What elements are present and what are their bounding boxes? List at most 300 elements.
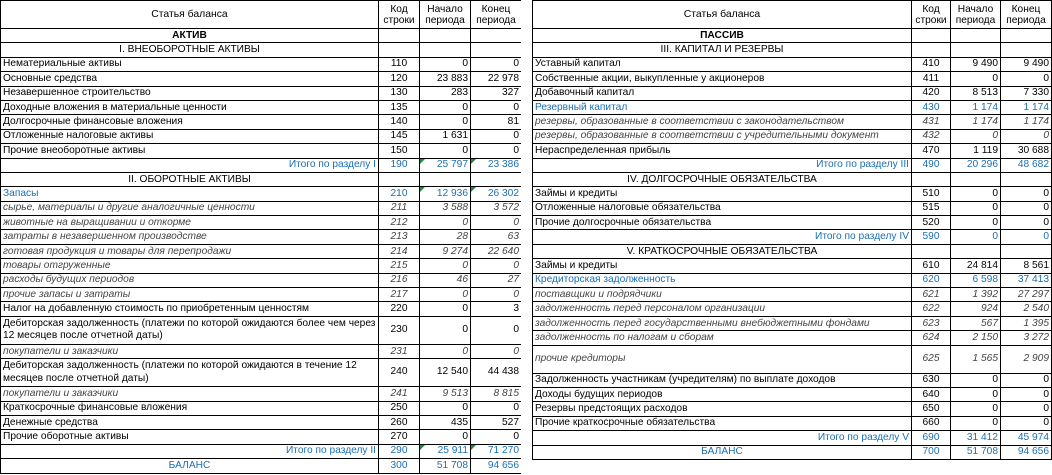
empty-cell bbox=[420, 29, 471, 43]
empty-cell bbox=[1001, 244, 1052, 258]
start-value: 12 540 bbox=[420, 359, 471, 387]
balance-row bbox=[1, 459, 522, 473]
row-label: БАЛАНС bbox=[1, 459, 379, 473]
table-row bbox=[1, 430, 522, 444]
section-title: ПАССИВ bbox=[533, 29, 912, 43]
table-row bbox=[1, 144, 522, 158]
empty-cell bbox=[951, 172, 1001, 186]
end-value: 1 174 bbox=[1001, 100, 1052, 114]
end-value: 0 bbox=[1001, 387, 1052, 401]
table-row bbox=[1, 288, 522, 302]
row-code: 420 bbox=[912, 86, 951, 100]
end-value: 0 bbox=[1001, 216, 1052, 230]
row-label: задолженность перед государственными внебюджетными фондами bbox=[533, 316, 912, 330]
table-row bbox=[1, 187, 522, 201]
row-code: 620 bbox=[912, 273, 951, 287]
section-header-row bbox=[533, 244, 1052, 258]
start-value: 8 513 bbox=[951, 86, 1001, 100]
end-value: 0 bbox=[471, 57, 522, 71]
row-label: Итого по разделу II bbox=[1, 444, 379, 458]
end-value: 0 bbox=[1001, 230, 1052, 244]
row-label: затраты в незавершенном производстве bbox=[1, 230, 379, 244]
table-row bbox=[533, 288, 1052, 302]
start-value: 0 bbox=[951, 201, 1001, 215]
end-value: 0 bbox=[471, 216, 522, 230]
table-row bbox=[533, 72, 1052, 86]
end-value: 0 bbox=[1001, 129, 1052, 143]
row-code: 230 bbox=[379, 316, 420, 344]
row-code: 470 bbox=[912, 144, 951, 158]
table-row bbox=[1, 100, 522, 114]
start-value: 0 bbox=[951, 187, 1001, 201]
row-label: покупатели и заказчики bbox=[1, 344, 379, 358]
row-label: Итого по разделу V bbox=[533, 431, 912, 445]
empty-cell bbox=[471, 43, 522, 57]
end-value: 1 174 bbox=[1001, 115, 1052, 129]
table-row bbox=[533, 86, 1052, 100]
empty-cell bbox=[420, 172, 471, 186]
row-label: Займы и кредиты bbox=[533, 187, 912, 201]
start-value: 51 708 bbox=[420, 459, 471, 473]
row-code: 690 bbox=[912, 431, 951, 445]
row-code: 610 bbox=[912, 259, 951, 273]
start-value: 283 bbox=[420, 86, 471, 100]
end-value: 45 974 bbox=[1001, 431, 1052, 445]
row-code: 270 bbox=[379, 430, 420, 444]
row-label: Налог на добавленную стоимость по приобретенным ценностям bbox=[1, 302, 379, 316]
section-header: IV. ДОЛГОСРОЧНЫЕ ОБЯЗАТЕЛЬСТВА bbox=[533, 172, 912, 186]
section-header: III. КАПИТАЛ И РЕЗЕРВЫ bbox=[533, 43, 912, 57]
row-label: Собственные акции, выкупленные у акционеров bbox=[533, 72, 912, 86]
start-value: 0 bbox=[420, 430, 471, 444]
row-code: 190 bbox=[379, 158, 420, 172]
section-header: V. КРАТКОСРОЧНЫЕ ОБЯЗАТЕЛЬСТВА bbox=[533, 244, 912, 258]
subtotal-row bbox=[533, 158, 1052, 172]
end-value: 0 bbox=[471, 316, 522, 344]
row-label: расходы будущих периодов bbox=[1, 273, 379, 287]
row-code: 660 bbox=[912, 416, 951, 430]
empty-cell bbox=[912, 43, 951, 57]
end-value: 0 bbox=[1001, 72, 1052, 86]
empty-cell bbox=[912, 172, 951, 186]
row-code: 150 bbox=[379, 144, 420, 158]
start-value: 0 bbox=[420, 115, 471, 129]
row-label: Долгосрочные финансовые вложения bbox=[1, 115, 379, 129]
row-label: Прочие внеоборотные активы bbox=[1, 144, 379, 158]
table-row bbox=[533, 416, 1052, 430]
row-code: 510 bbox=[912, 187, 951, 201]
start-value: 23 883 bbox=[420, 72, 471, 86]
header-row bbox=[533, 1, 1052, 29]
row-label: Краткосрочные финансовые вложения bbox=[1, 401, 379, 415]
empty-cell bbox=[379, 172, 420, 186]
start-value: 0 bbox=[951, 416, 1001, 430]
empty-cell bbox=[951, 244, 1001, 258]
table-row bbox=[533, 216, 1052, 230]
end-value: 0 bbox=[1001, 201, 1052, 215]
table-row bbox=[533, 345, 1052, 373]
row-label: Доходные вложения в материальные ценности bbox=[1, 100, 379, 114]
row-code: 231 bbox=[379, 344, 420, 358]
table-row bbox=[1, 359, 522, 387]
start-value: 51 708 bbox=[951, 445, 1001, 459]
row-label: Добавочный капитал bbox=[533, 86, 912, 100]
row-label: Денежные средства bbox=[1, 415, 379, 429]
end-value: 8 815 bbox=[471, 387, 522, 401]
row-code: 290 bbox=[379, 444, 420, 458]
row-code: 220 bbox=[379, 302, 420, 316]
row-label: Незавершенное строительство bbox=[1, 86, 379, 100]
start-value: 0 bbox=[420, 316, 471, 344]
end-value: 0 bbox=[471, 129, 522, 143]
end-value: 3 572 bbox=[471, 201, 522, 215]
table-row bbox=[533, 100, 1052, 114]
end-value: 22 640 bbox=[471, 244, 522, 258]
table-row bbox=[1, 115, 522, 129]
row-code: 640 bbox=[912, 387, 951, 401]
end-value: 27 bbox=[471, 273, 522, 287]
row-label: задолженность перед персоналом организации bbox=[533, 302, 912, 316]
row-label: Резервы предстоящих расходов bbox=[533, 402, 912, 416]
empty-cell bbox=[379, 43, 420, 57]
table-row bbox=[1, 201, 522, 215]
start-value: 6 598 bbox=[951, 273, 1001, 287]
table-row bbox=[533, 115, 1052, 129]
row-label: Прочие долгосрочные обязательства bbox=[533, 216, 912, 230]
table-row bbox=[1, 302, 522, 316]
empty-cell bbox=[912, 29, 951, 43]
row-code: 217 bbox=[379, 288, 420, 302]
start-value: 1 119 bbox=[951, 144, 1001, 158]
end-value: 3 272 bbox=[1001, 331, 1052, 345]
end-value: 0 bbox=[471, 288, 522, 302]
section-header: I. ВНЕОБОРОТНЫЕ АКТИВЫ bbox=[1, 43, 379, 57]
start-value: 1 565 bbox=[951, 345, 1001, 373]
end-value: 30 688 bbox=[1001, 144, 1052, 158]
row-code: 260 bbox=[379, 415, 420, 429]
table-row bbox=[533, 387, 1052, 401]
end-value: 0 bbox=[1001, 402, 1052, 416]
row-code: 216 bbox=[379, 273, 420, 287]
table-row bbox=[1, 230, 522, 244]
row-label: прочие кредиторы bbox=[533, 345, 912, 373]
end-value: 327 bbox=[471, 86, 522, 100]
row-code: 130 bbox=[379, 86, 420, 100]
end-value: 0 bbox=[1001, 416, 1052, 430]
empty-cell bbox=[1001, 172, 1052, 186]
start-value: 0 bbox=[420, 57, 471, 71]
end-value: 0 bbox=[1001, 373, 1052, 387]
row-code: 215 bbox=[379, 259, 420, 273]
liabilities-table bbox=[532, 0, 1052, 460]
row-label: Прочие оборотные активы bbox=[1, 430, 379, 444]
end-value: 0 bbox=[471, 259, 522, 273]
end-value: 1 395 bbox=[1001, 316, 1052, 330]
row-code: 241 bbox=[379, 387, 420, 401]
assets-title-row bbox=[1, 29, 522, 43]
end-value: 63 bbox=[471, 230, 522, 244]
start-value: 25 911 bbox=[420, 444, 471, 458]
start-value: 0 bbox=[951, 129, 1001, 143]
end-value: 0 bbox=[471, 344, 522, 358]
end-value: 0 bbox=[1001, 187, 1052, 201]
table-row bbox=[533, 373, 1052, 387]
row-code: 410 bbox=[912, 57, 951, 71]
row-label: Нераспределенная прибыль bbox=[533, 144, 912, 158]
row-code: 431 bbox=[912, 115, 951, 129]
subtotal-row bbox=[533, 230, 1052, 244]
subtotal-row bbox=[1, 158, 522, 172]
assets-table bbox=[0, 0, 522, 474]
balance-row bbox=[533, 445, 1052, 459]
start-value: 1 174 bbox=[951, 100, 1001, 114]
empty-cell bbox=[379, 29, 420, 43]
header-article: Статья баланса bbox=[1, 1, 379, 29]
end-value: 94 656 bbox=[1001, 445, 1052, 459]
row-label: Дебиторская задолженность (платежи по которой ожидаются более чем через 12 месяцев после отчетной даты) bbox=[1, 316, 379, 344]
empty-cell bbox=[951, 43, 1001, 57]
column-gap bbox=[521, 0, 532, 475]
section-header-row bbox=[1, 172, 522, 186]
row-label: Запасы bbox=[1, 187, 379, 201]
table-row bbox=[1, 316, 522, 344]
row-label: Прочие краткосрочные обязательства bbox=[533, 416, 912, 430]
row-code: 213 bbox=[379, 230, 420, 244]
end-value: 48 682 bbox=[1001, 158, 1052, 172]
start-value: 24 814 bbox=[951, 259, 1001, 273]
table-row bbox=[533, 144, 1052, 158]
row-label: Уставный капитал bbox=[533, 57, 912, 71]
table-row bbox=[533, 187, 1052, 201]
table-row bbox=[533, 259, 1052, 273]
row-label: Нематериальные активы bbox=[1, 57, 379, 71]
table-row bbox=[533, 201, 1052, 215]
row-code: 250 bbox=[379, 401, 420, 415]
header-end: Конец периода bbox=[1001, 1, 1052, 29]
table-row bbox=[1, 401, 522, 415]
table-row bbox=[533, 129, 1052, 143]
row-label: прочие запасы и затраты bbox=[1, 288, 379, 302]
table-row bbox=[1, 216, 522, 230]
table-row bbox=[533, 302, 1052, 316]
table-row bbox=[1, 259, 522, 273]
header-code: Код строки bbox=[912, 1, 951, 29]
end-value: 0 bbox=[471, 430, 522, 444]
row-label: покупатели и заказчики bbox=[1, 387, 379, 401]
start-value: 0 bbox=[420, 288, 471, 302]
row-code: 520 bbox=[912, 216, 951, 230]
row-code: 432 bbox=[912, 129, 951, 143]
row-code: 430 bbox=[912, 100, 951, 114]
row-label: Займы и кредиты bbox=[533, 259, 912, 273]
row-code: 622 bbox=[912, 302, 951, 316]
start-value: 0 bbox=[951, 230, 1001, 244]
end-value: 27 297 bbox=[1001, 288, 1052, 302]
start-value: 0 bbox=[420, 144, 471, 158]
start-value: 2 150 bbox=[951, 331, 1001, 345]
subtotal-row bbox=[533, 431, 1052, 445]
start-value: 1 631 bbox=[420, 129, 471, 143]
row-label: Отложенные налоговые активы bbox=[1, 129, 379, 143]
row-code: 214 bbox=[379, 244, 420, 258]
header-start: Начало периода bbox=[420, 1, 471, 29]
row-label: животные на выращивании и откорме bbox=[1, 216, 379, 230]
start-value: 0 bbox=[951, 72, 1001, 86]
empty-cell bbox=[912, 244, 951, 258]
header-end: Конец периода bbox=[471, 1, 522, 29]
row-label: Дебиторская задолженность (платежи по которой ожидаются в течение 12 месяцев после отчетной даты) bbox=[1, 359, 379, 387]
header-article: Статья баланса bbox=[533, 1, 912, 29]
row-label: задолженность по налогам и сборам bbox=[533, 331, 912, 345]
table-row bbox=[1, 244, 522, 258]
start-value: 9 490 bbox=[951, 57, 1001, 71]
start-value: 0 bbox=[420, 259, 471, 273]
row-code: 623 bbox=[912, 316, 951, 330]
table-row bbox=[533, 331, 1052, 345]
row-code: 621 bbox=[912, 288, 951, 302]
empty-cell bbox=[471, 172, 522, 186]
end-value: 22 978 bbox=[471, 72, 522, 86]
row-code: 700 bbox=[912, 445, 951, 459]
start-value: 435 bbox=[420, 415, 471, 429]
start-value: 12 936 bbox=[420, 187, 471, 201]
end-value: 7 330 bbox=[1001, 86, 1052, 100]
table-row bbox=[533, 57, 1052, 71]
start-value: 0 bbox=[951, 216, 1001, 230]
row-label: сырье, материалы и другие аналогичные ценности bbox=[1, 201, 379, 215]
start-value: 567 bbox=[951, 316, 1001, 330]
end-value: 0 bbox=[471, 100, 522, 114]
row-code: 624 bbox=[912, 331, 951, 345]
empty-cell bbox=[1001, 29, 1052, 43]
liabilities-title-row bbox=[533, 29, 1052, 43]
row-label: Отложенные налоговые обязательства bbox=[533, 201, 912, 215]
table-row bbox=[1, 72, 522, 86]
row-label: Задолженность участникам (учредителям) по выплате доходов bbox=[533, 373, 912, 387]
start-value: 1 174 bbox=[951, 115, 1001, 129]
start-value: 924 bbox=[951, 302, 1001, 316]
end-value: 3 bbox=[471, 302, 522, 316]
table-row bbox=[1, 273, 522, 287]
start-value: 1 392 bbox=[951, 288, 1001, 302]
start-value: 28 bbox=[420, 230, 471, 244]
end-value: 94 656 bbox=[471, 459, 522, 473]
row-label: готовая продукция и товары для перепродажи bbox=[1, 244, 379, 258]
row-code: 135 bbox=[379, 100, 420, 114]
end-value: 2 909 bbox=[1001, 345, 1052, 373]
subtotal-row bbox=[1, 444, 522, 458]
table-row bbox=[533, 402, 1052, 416]
end-value: 8 561 bbox=[1001, 259, 1052, 273]
start-value: 0 bbox=[951, 387, 1001, 401]
end-value: 9 490 bbox=[1001, 57, 1052, 71]
empty-cell bbox=[1001, 43, 1052, 57]
row-code: 140 bbox=[379, 115, 420, 129]
row-code: 411 bbox=[912, 72, 951, 86]
table-row bbox=[1, 129, 522, 143]
row-code: 110 bbox=[379, 57, 420, 71]
row-label: Резервный капитал bbox=[533, 100, 912, 114]
start-value: 0 bbox=[951, 402, 1001, 416]
row-label: резервы, образованные в соответствии с учредительными документ bbox=[533, 129, 912, 143]
header-code: Код строки bbox=[379, 1, 420, 29]
start-value: 0 bbox=[420, 302, 471, 316]
row-code: 120 bbox=[379, 72, 420, 86]
end-value: 71 270 bbox=[471, 444, 522, 458]
row-label: резервы, образованные в соответствии с законодательством bbox=[533, 115, 912, 129]
empty-cell bbox=[420, 43, 471, 57]
row-code: 625 bbox=[912, 345, 951, 373]
row-code: 650 bbox=[912, 402, 951, 416]
section-header-row bbox=[1, 43, 522, 57]
start-value: 9 274 bbox=[420, 244, 471, 258]
section-header-row bbox=[533, 43, 1052, 57]
table-row bbox=[1, 344, 522, 358]
row-label: Основные средства bbox=[1, 72, 379, 86]
header-row bbox=[1, 1, 522, 29]
row-code: 211 bbox=[379, 201, 420, 215]
table-row bbox=[533, 273, 1052, 287]
row-label: товары отгруженные bbox=[1, 259, 379, 273]
row-code: 490 bbox=[912, 158, 951, 172]
start-value: 3 588 bbox=[420, 201, 471, 215]
end-value: 0 bbox=[471, 401, 522, 415]
row-label: БАЛАНС bbox=[533, 445, 912, 459]
start-value: 0 bbox=[420, 401, 471, 415]
row-code: 630 bbox=[912, 373, 951, 387]
empty-cell bbox=[951, 29, 1001, 43]
row-code: 240 bbox=[379, 359, 420, 387]
end-value: 0 bbox=[471, 144, 522, 158]
row-label: Кредиторская задолженность bbox=[533, 273, 912, 287]
row-label: Итого по разделу I bbox=[1, 158, 379, 172]
row-code: 212 bbox=[379, 216, 420, 230]
row-code: 515 bbox=[912, 201, 951, 215]
start-value: 0 bbox=[420, 216, 471, 230]
end-value: 527 bbox=[471, 415, 522, 429]
section-header-row bbox=[533, 172, 1052, 186]
start-value: 31 412 bbox=[951, 431, 1001, 445]
end-value: 23 386 bbox=[471, 158, 522, 172]
start-value: 0 bbox=[420, 344, 471, 358]
end-value: 2 540 bbox=[1001, 302, 1052, 316]
end-value: 26 302 bbox=[471, 187, 522, 201]
start-value: 25 797 bbox=[420, 158, 471, 172]
row-code: 300 bbox=[379, 459, 420, 473]
row-label: Итого по разделу IV bbox=[533, 230, 912, 244]
end-value: 81 bbox=[471, 115, 522, 129]
table-row bbox=[1, 86, 522, 100]
table-row bbox=[1, 387, 522, 401]
table-row bbox=[1, 57, 522, 71]
start-value: 9 513 bbox=[420, 387, 471, 401]
end-value: 37 413 bbox=[1001, 273, 1052, 287]
start-value: 46 bbox=[420, 273, 471, 287]
header-start: Начало периода bbox=[951, 1, 1001, 29]
row-label: Итого по разделу III bbox=[533, 158, 912, 172]
section-title: АКТИВ bbox=[1, 29, 379, 43]
row-label: Доходы будущих периодов bbox=[533, 387, 912, 401]
start-value: 0 bbox=[951, 373, 1001, 387]
row-code: 590 bbox=[912, 230, 951, 244]
row-label: поставщики и подрядчики bbox=[533, 288, 912, 302]
table-row bbox=[533, 316, 1052, 330]
start-value: 20 296 bbox=[951, 158, 1001, 172]
empty-cell bbox=[471, 29, 522, 43]
row-code: 210 bbox=[379, 187, 420, 201]
end-value: 44 438 bbox=[471, 359, 522, 387]
row-code: 145 bbox=[379, 129, 420, 143]
